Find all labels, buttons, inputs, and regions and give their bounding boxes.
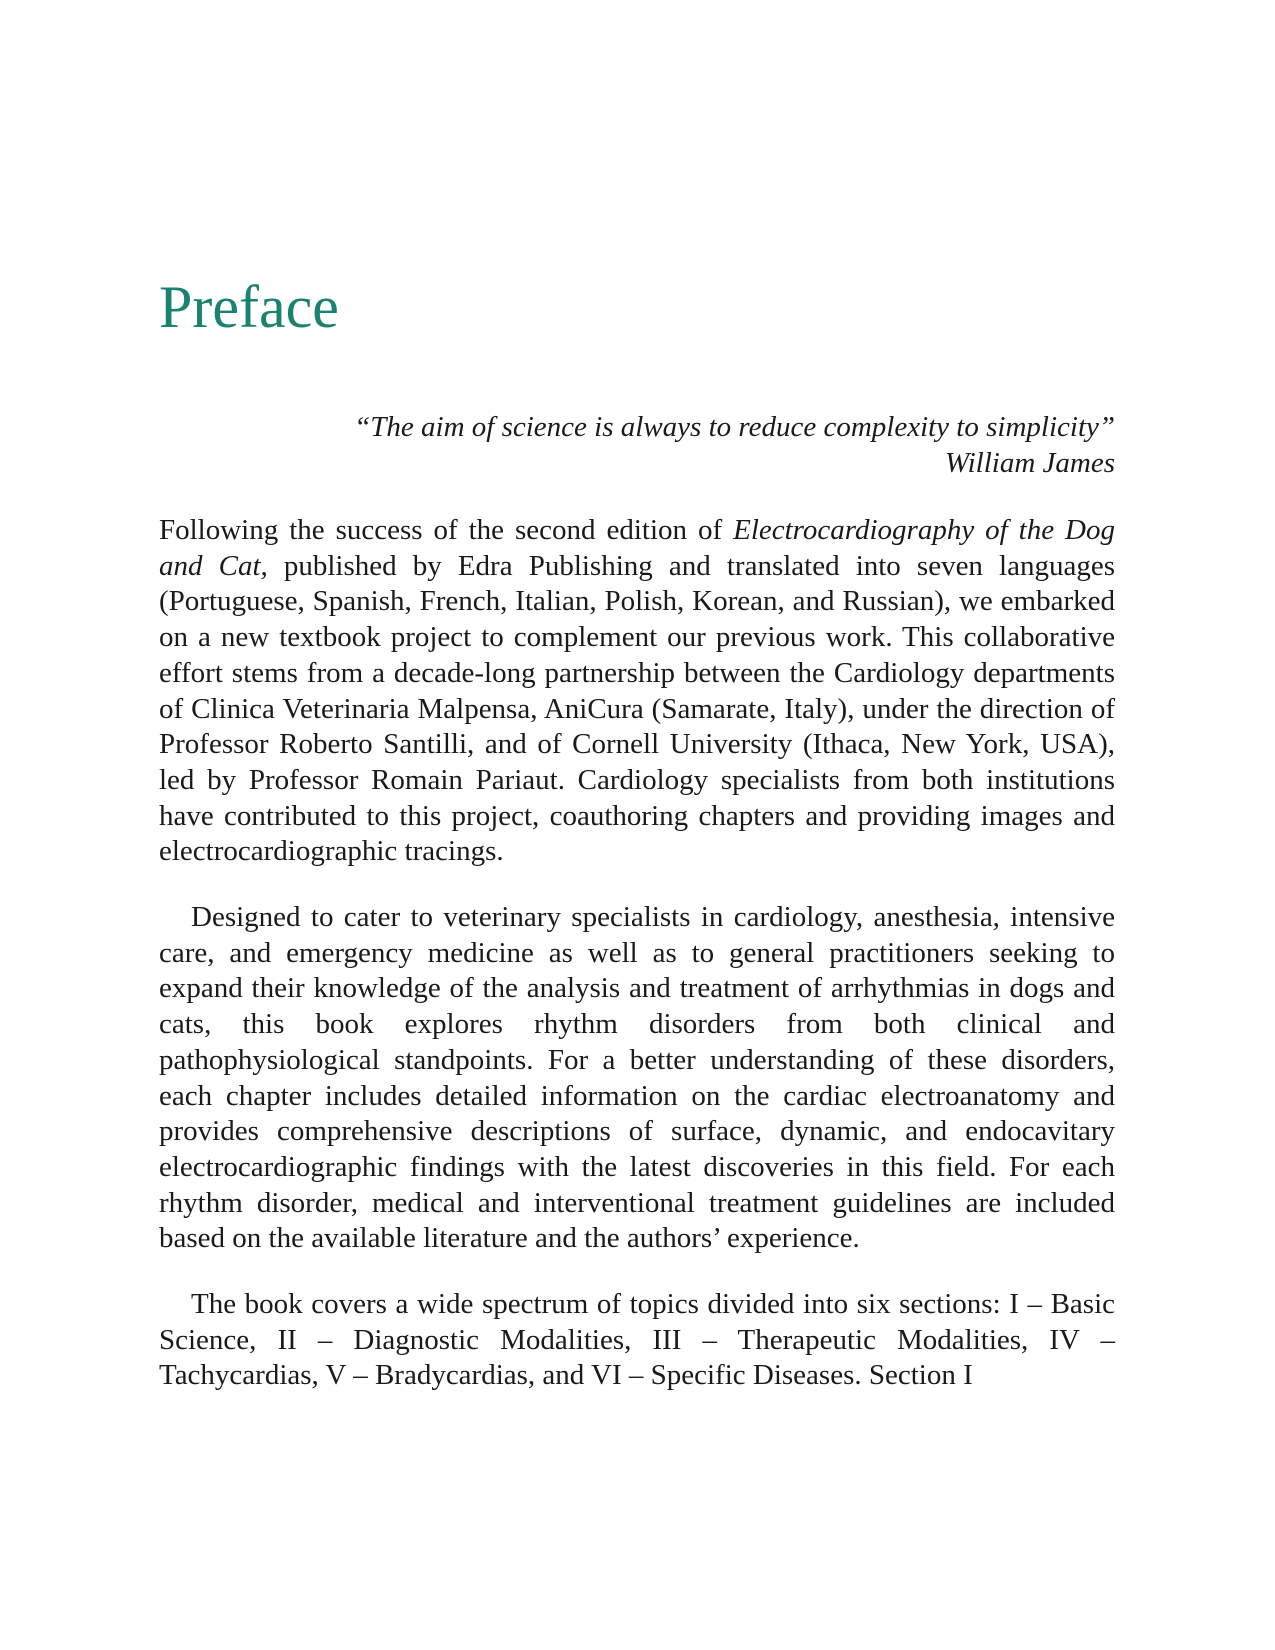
epigraph-author: William James	[945, 446, 1115, 479]
paragraph-1	[159, 513, 1115, 870]
body-text	[159, 513, 1115, 1424]
paragraph-2: Designed to cater to veterinary specialists in cardiology, anesthesia, intensive care, and emergency medicine as well as to general practitioners seeking to expand their knowledge of the analysis and treatment of arrhythmias in dogs and cats, this book explores rhythm disorders from both clinical and pathophysiological standpoints. For a better understanding of these disorders, each chapter includes detailed information on the cardiac electroanatomy and provides comprehensive descriptions of surface, dynamic, and endocavitary electrocardiographic findings with the latest discoveries in this field. For each rhythm disorder, medical and interventional treatment guidelines are included based on the available literature and the authors’ experience.	[159, 901, 1115, 1255]
epigraph-quote: “The aim of science is always to reduce complexity to simplicity”	[354, 411, 1115, 443]
epigraph	[159, 410, 1115, 481]
book-title-italic: Electrocardiography of the Dog and Cat,	[159, 514, 1115, 582]
paragraph-3: The book covers a wide spectrum of topics divided into six sections: I – Basic Science, II – Diagnostic Modalities, III – Therapeutic Modalities, IV – Tachycardias, V – Bradycardias, and VI – Specific Diseases. Section I	[159, 1288, 1115, 1392]
paragraph-1-intro: Following the success of the second edition of	[159, 514, 734, 546]
page-title: Preface	[159, 274, 339, 340]
paragraph-1-rest: published by Edra Publishing and translated into seven languages (Portuguese, Spanish, French, Italian, Polish, Korean, and Russian), we embarked on a new textbook project to complement our previous work. This collaborative effort stems from a decade-long partnership between the Cardiology departments of Clinica Veterinaria Malpensa, AniCura (Samarate, Italy), under the direction of Professor Roberto Santilli, and of Cornell University (Ithaca, New York, USA), led by Professor Romain Pariaut. Cardiology specialists from both institutions have contributed to this project, coauthoring chapters and providing images and electrocardiographic tracings.	[159, 549, 1115, 868]
